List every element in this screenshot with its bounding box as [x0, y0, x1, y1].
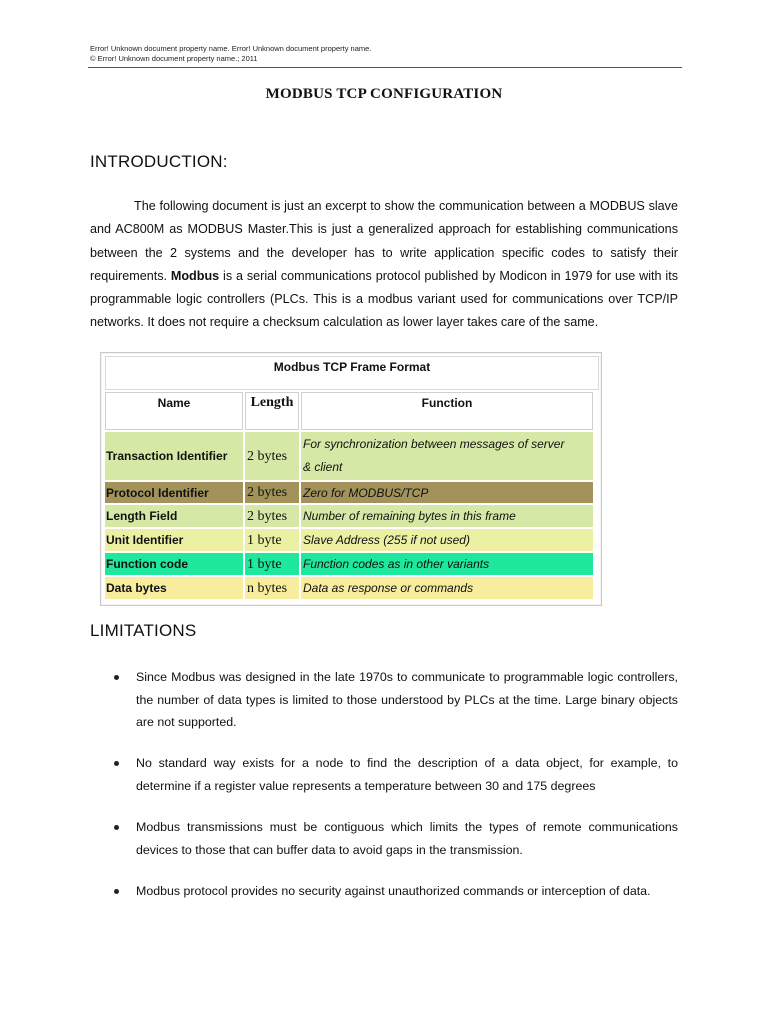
table-cell-length: n bytes	[245, 577, 299, 600]
table-cell-length: 2 bytes	[245, 482, 299, 504]
table-cell-function: Function codes as in other variants	[301, 553, 593, 576]
bullet-icon	[114, 761, 119, 766]
intro-text-2: is a serial communications protocol published by Modicon in 1979 for use with its programmable logic controllers (PLCs. This is a modbus variant used for communications over TCP/IP networks. It does not require a checksum calculation as lower layer takes care of the same.	[90, 268, 678, 330]
table-cell-function: Data as response or commands	[301, 577, 593, 600]
introduction-paragraph	[90, 195, 678, 335]
table-cell-length: 1 byte	[245, 553, 299, 576]
column-header-length: Length	[245, 392, 299, 430]
limitation-item: Since Modbus was designed in the late 1970s to communicate to programmable logic controllers, the number of data types is limited to those understood by PLCs at the time. Large binary objects are not supported.	[136, 670, 678, 729]
frame-format-table	[100, 352, 602, 606]
page-header	[90, 44, 680, 64]
header-rule	[88, 67, 682, 68]
limitations-heading: LIMITATIONS	[90, 621, 197, 640]
bullet-icon	[114, 889, 119, 894]
table-cell-function: Slave Address (255 if not used)	[301, 529, 593, 552]
table-title: Modbus TCP Frame Format	[105, 356, 599, 390]
limitation-item: No standard way exists for a node to find the description of a data object, for example, to determine if a register value represents a temperature between 30 and 175 degrees	[136, 756, 678, 793]
document-title: MODBUS TCP CONFIGURATION	[265, 86, 503, 102]
table-cell-name: Length Field	[105, 505, 243, 528]
table-cell-name: Transaction Identifier	[105, 432, 243, 481]
table-cell-length: 2 bytes	[245, 432, 299, 481]
limitation-item: Modbus transmissions must be contiguous which limits the types of remote communications devices to those that can buffer data to avoid gaps in the transmission.	[136, 820, 678, 857]
table-cell-function-line-2: & client	[303, 460, 343, 474]
table-cell-name: Function code	[105, 553, 243, 576]
header-line-1: Error! Unknown document property name. Error! Unknown document property name.	[90, 44, 372, 53]
table-cell-name: Unit Identifier	[105, 529, 243, 552]
table-cell-name: Data bytes	[105, 577, 243, 600]
intro-text-1: The following document is just an excerpt to show the communication between a MODBUS slave and AC800M as MODBUS Master.This is just a generalized approach for establishing communications between the 2 systems and the developer has to write application specific codes to satisfy their requirements.	[90, 199, 678, 283]
limitation-item: Modbus protocol provides no security against unauthorized commands or interception of data.	[136, 884, 651, 898]
introduction-heading: INTRODUCTION:	[90, 152, 228, 171]
bullet-icon	[114, 675, 119, 680]
table-cell-function: Number of remaining bytes in this frame	[301, 505, 593, 528]
table-cell-length: 1 byte	[245, 529, 299, 552]
table-cell-function: Zero for MODBUS/TCP	[301, 482, 593, 504]
table-cell-length: 2 bytes	[245, 505, 299, 528]
column-header-name: Name	[105, 392, 243, 430]
intro-bold-modbus: Modbus	[170, 268, 220, 283]
table-cell-name: Protocol Identifier	[105, 482, 243, 504]
bullet-icon	[114, 825, 119, 830]
table-cell-function-line-1: For synchronization between messages of server	[303, 437, 565, 451]
column-header-function: Function	[301, 392, 593, 430]
header-line-2: © Error! Unknown document property name.; 2011	[90, 54, 258, 63]
table-cell-function	[301, 432, 593, 481]
